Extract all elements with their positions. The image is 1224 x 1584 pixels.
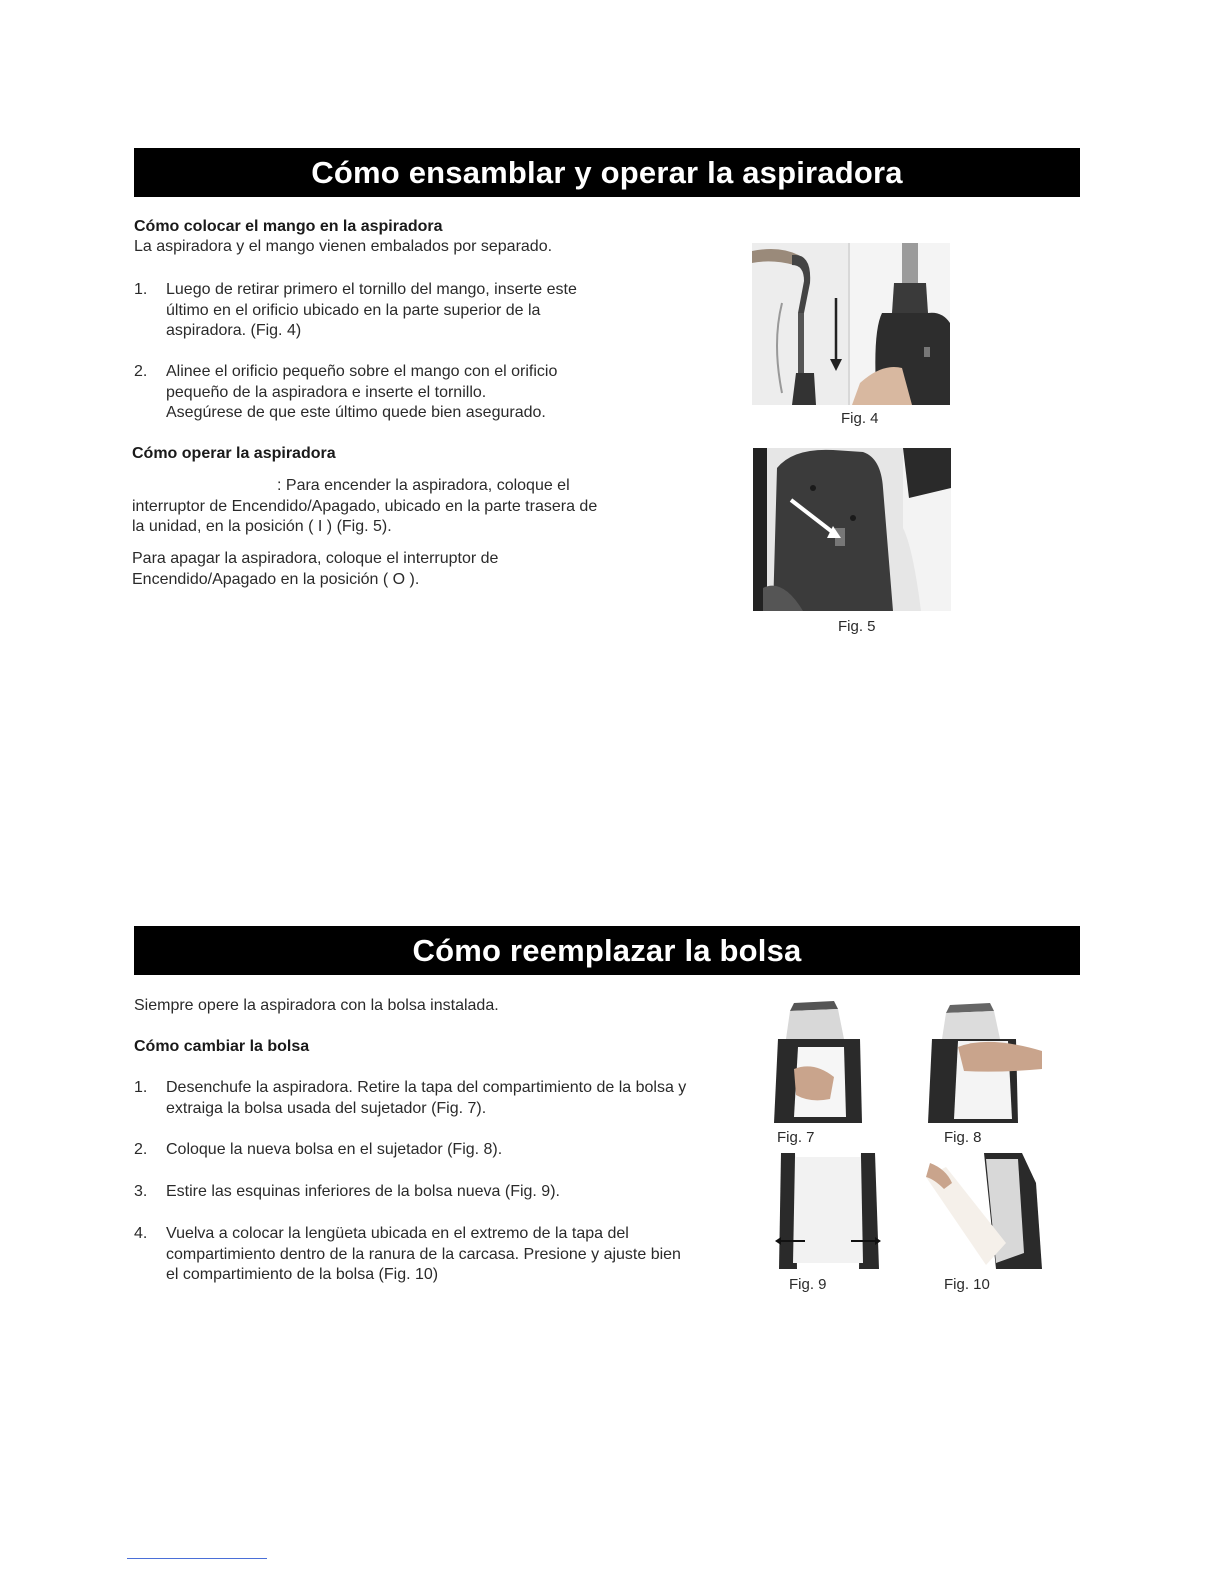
heading-attach-handle: Cómo colocar el mango en la aspiradora bbox=[134, 218, 443, 235]
step-text: Estire las esquinas inferiores de la bolsa nueva (Fig. 9). bbox=[166, 1183, 560, 1200]
fig9-caption: Fig. 9 bbox=[789, 1276, 827, 1293]
step-text: Vuelva a colocar la lengüeta ubicada en el extremo de la tapa del compartimiento dentro de la ranura de la carcasa. Presione y ajuste bien el compartimiento de la bolsa (Fig. 10) bbox=[166, 1225, 681, 1283]
fig7-caption: Fig. 7 bbox=[777, 1129, 815, 1146]
operate-on-text: : Para encender la aspiradora, coloque el interruptor de Encendido/Apagado, ubicado en la parte trasera de la unidad, en la posición ( I ) (Fig. 5). bbox=[132, 477, 598, 535]
fig8-caption: Fig. 8 bbox=[944, 1129, 982, 1146]
step-number: 2. bbox=[134, 363, 148, 380]
step-number: 3. bbox=[134, 1183, 148, 1200]
fig5-caption: Fig. 5 bbox=[838, 618, 876, 635]
fig10-caption: Fig. 10 bbox=[944, 1276, 990, 1293]
step-text: Alinee el orificio pequeño sobre el mango con el orificio pequeño de la aspiradora e inserte el tornillo. Asegúrese de que este último quede bien asegurado. bbox=[166, 363, 558, 421]
handle-intro: La aspiradora y el mango vienen embalados por separado. bbox=[134, 238, 553, 255]
footnote-separator bbox=[127, 1558, 267, 1559]
fig4-caption: Fig. 4 bbox=[841, 410, 879, 427]
fig4-image bbox=[752, 243, 950, 405]
fig8-image bbox=[928, 999, 1042, 1123]
step-number: 2. bbox=[134, 1141, 148, 1158]
heading-change-bag: Cómo cambiar la bolsa bbox=[134, 1038, 310, 1055]
step-text: Luego de retirar primero el tornillo del mango, inserte este último en el orificio ubicado en la parte superior de la aspiradora. (Fig. 4) bbox=[166, 281, 577, 339]
section-title-bag: Cómo reemplazar la bolsa bbox=[134, 926, 1080, 975]
fig7-image bbox=[774, 999, 864, 1123]
step-number: 1. bbox=[134, 1079, 148, 1096]
heading-operate: Cómo operar la aspiradora bbox=[132, 445, 336, 462]
step-text: Desenchufe la aspiradora. Retire la tapa del compartimiento de la bolsa y extraiga la bolsa usada del sujetador (Fig. 7). bbox=[166, 1079, 687, 1117]
step-text: Coloque la nueva bolsa en el sujetador (Fig. 8). bbox=[166, 1141, 503, 1158]
operate-off-text: Para apagar la aspiradora, coloque el interruptor de Encendido/Apagado en la posición ( O ). bbox=[132, 550, 499, 588]
fig5-image bbox=[753, 448, 951, 611]
section-title-assemble: Cómo ensamblar y operar la aspiradora bbox=[134, 148, 1080, 197]
fig10-image bbox=[926, 1153, 1046, 1269]
fig9-image bbox=[775, 1153, 881, 1269]
step-number: 4. bbox=[134, 1225, 148, 1242]
bag-intro: Siempre opere la aspiradora con la bolsa instalada. bbox=[134, 997, 499, 1014]
step-number: 1. bbox=[134, 281, 148, 298]
